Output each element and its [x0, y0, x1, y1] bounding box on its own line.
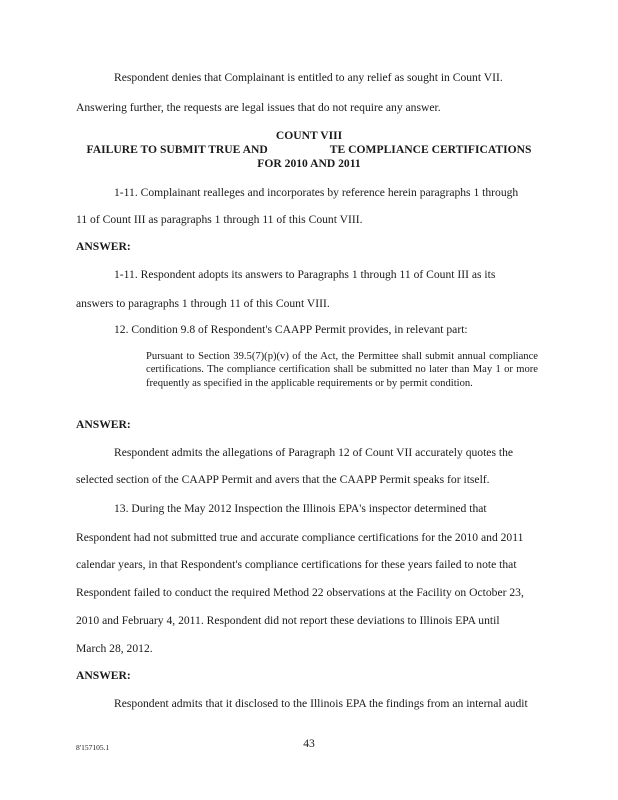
- count-subheading-left: FAILURE TO SUBMIT TRUE AND: [86, 143, 268, 156]
- paragraph-line: 12. Condition 9.8 of Respondent's CAAPP Permit provides, in relevant part:: [114, 323, 468, 336]
- answer-heading: ANSWER:: [76, 418, 131, 431]
- paragraph-line: 1-11. Respondent adopts its answers to Paragraphs 1 through 11 of Count III as its: [114, 268, 496, 281]
- count-subheading-right: TE COMPLIANCE CERTIFICATIONS: [329, 143, 532, 156]
- paragraph-line: Respondent admits the allegations of Paragraph 12 of Count VII accurately quotes the: [114, 446, 514, 459]
- count-heading: COUNT VIII: [275, 129, 343, 142]
- paragraph-line: Respondent failed to conduct the required Method 22 observations at the Facility on October 23,: [76, 586, 524, 599]
- paragraph-line: Respondent had not submitted true and accurate compliance certifications for the 2010 and 2011: [76, 531, 524, 544]
- page-number: 43: [303, 737, 315, 750]
- document-id: 8'157105.1: [76, 743, 110, 752]
- paragraph-line: calendar years, in that Respondent's compliance certifications for these years failed to note that: [76, 558, 517, 571]
- count-subheading: [0, 143, 618, 157]
- paragraph-line: Answering further, the requests are legal issues that do not require any answer.: [76, 101, 441, 114]
- block-quote: Pursuant to Section 39.5(7)(p)(v) of the Act, the Permittee shall submit annual compliance certifications. The compliance certification shall be submitted no later than May 1 or more frequently as specified in the applicable requirements or by permit condition.: [146, 351, 538, 389]
- paragraph-line: Respondent admits that it disclosed to the Illinois EPA the findings from an internal audit: [114, 697, 528, 710]
- paragraph-line: March 28, 2012.: [76, 642, 153, 655]
- paragraph-line: 1-11. Complainant realleges and incorporates by reference herein paragraphs 1 through: [114, 186, 519, 199]
- paragraph-line: 2010 and February 4, 2011. Respondent did not report these deviations to Illinois EPA until: [76, 614, 500, 627]
- answer-heading: ANSWER:: [76, 669, 131, 682]
- paragraph-line: 11 of Count III as paragraphs 1 through 11 of this Count VIII.: [76, 213, 363, 226]
- paragraph-line: 13. During the May 2012 Inspection the Illinois EPA's inspector determined that: [114, 502, 487, 515]
- answer-heading: ANSWER:: [76, 240, 131, 253]
- paragraph-line: selected section of the CAAPP Permit and avers that the CAAPP Permit speaks for itself.: [76, 473, 490, 486]
- count-subheading-line2: FOR 2010 AND 2011: [257, 157, 361, 170]
- paragraph-line: answers to paragraphs 1 through 11 of this Count VIII.: [76, 297, 330, 310]
- paragraph-line: Respondent denies that Complainant is entitled to any relief as sought in Count VII.: [114, 71, 503, 84]
